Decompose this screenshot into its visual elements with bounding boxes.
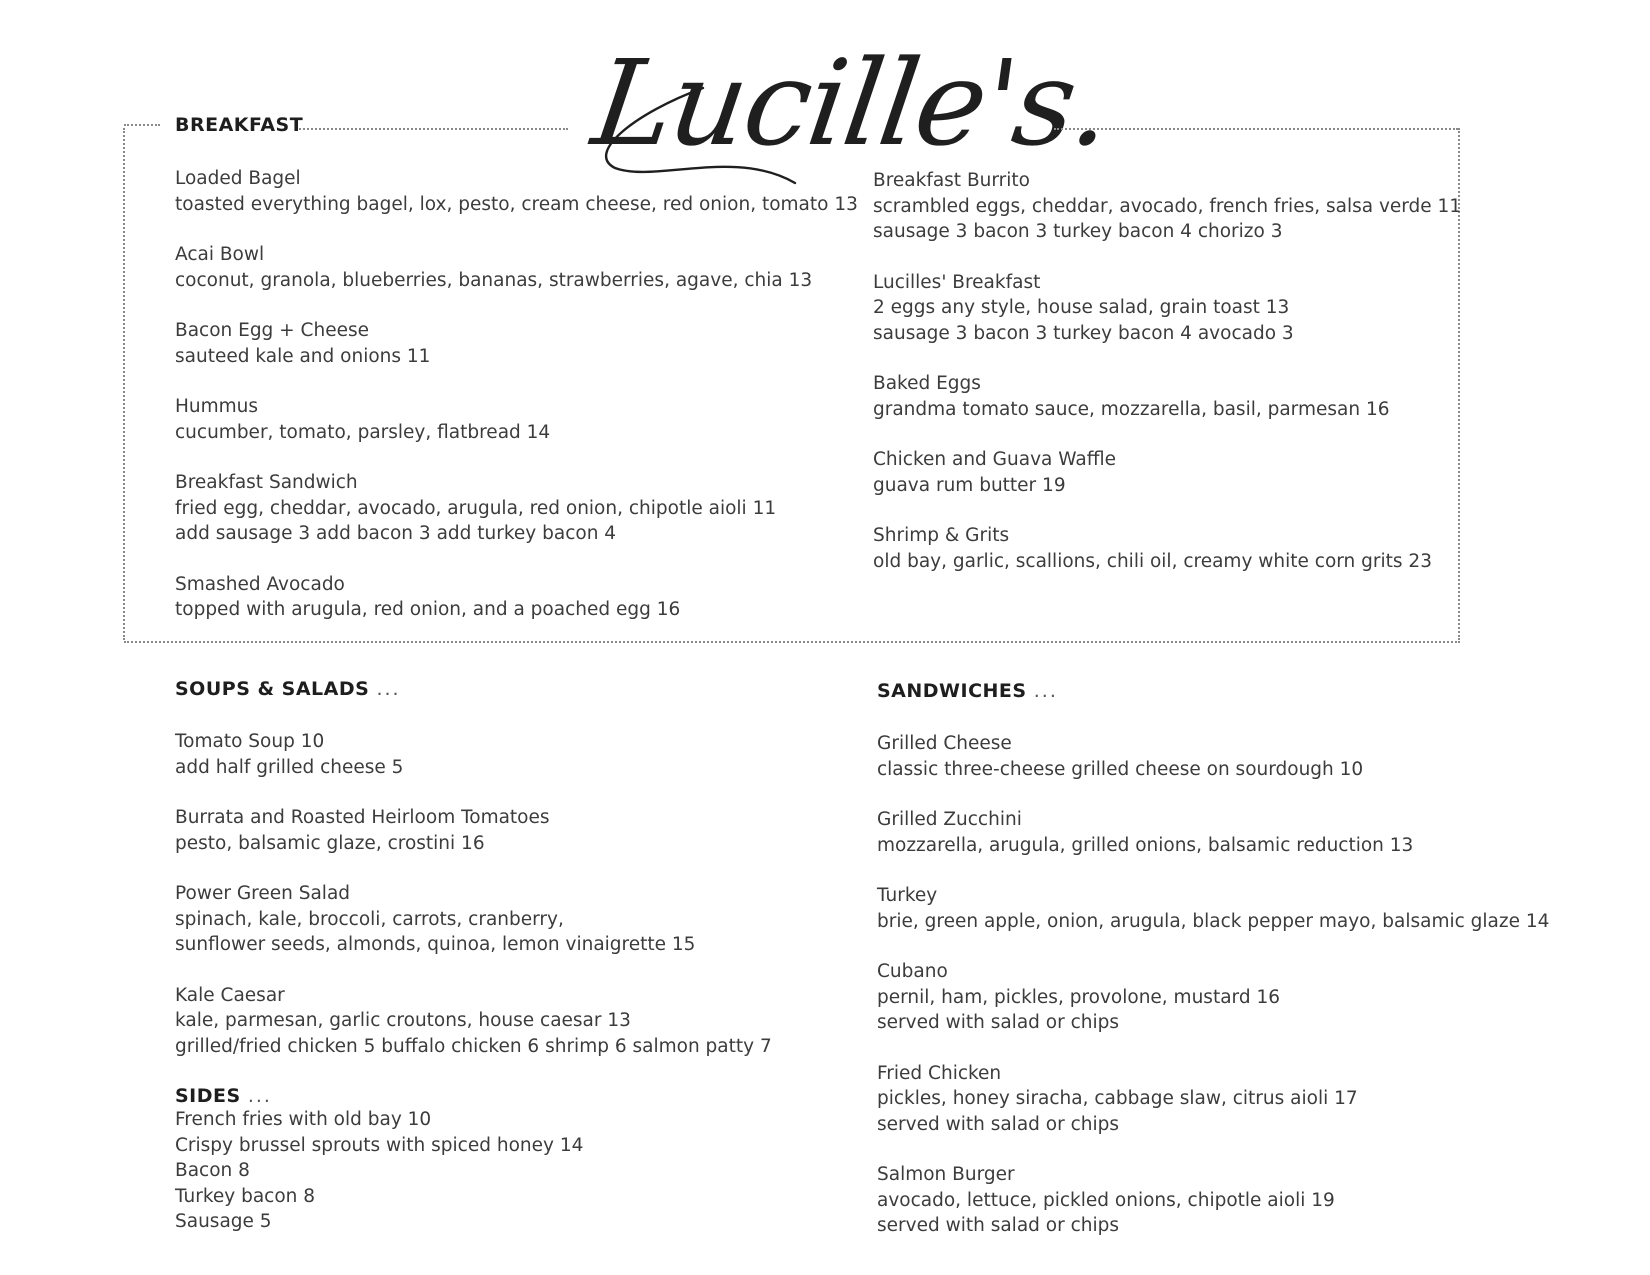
sandwiches-heading xyxy=(877,680,1058,702)
menu-item-description: served with salad or chips xyxy=(877,1113,1120,1135)
menu-item-description: sausage 3 bacon 3 turkey bacon 4 chorizo 3 xyxy=(873,221,1283,242)
menu-item-description: pesto, balsamic glaze, crostini 16 xyxy=(175,832,485,854)
menu-item-name: Turkey xyxy=(877,885,938,906)
menu-item-name: Grilled Cheese xyxy=(877,733,1012,754)
menu-item-description: scrambled eggs, cheddar, avocado, french fries, salsa verde 11 xyxy=(873,195,1462,217)
breakfast-right-column xyxy=(873,168,1462,599)
menu-item-name: Kale Caesar xyxy=(175,984,285,1006)
breakfast-heading: BREAKFAST xyxy=(175,114,304,136)
menu-item xyxy=(873,270,1453,347)
menu-item xyxy=(175,805,815,856)
logo-text: Lucille's. xyxy=(585,34,1119,172)
menu-item xyxy=(175,729,815,780)
menu-item-description: topped with arugula, red onion, and a poached egg 16 xyxy=(175,599,681,620)
breakfast-border-top-left xyxy=(124,124,160,126)
menu-item-name: Burrata and Roasted Heirloom Tomatoes xyxy=(175,807,550,828)
breakfast-border-top-right xyxy=(1054,128,1458,130)
menu-item-name: Cubano xyxy=(877,961,948,982)
menu-item xyxy=(175,318,815,369)
menu-item xyxy=(175,881,815,958)
menu-item-description: sauteed kale and onions 11 xyxy=(175,345,431,367)
menu-item-name: Baked Eggs xyxy=(873,373,981,394)
menu-item xyxy=(877,1162,1497,1239)
side-item: Turkey bacon 8 xyxy=(175,1185,316,1207)
sandwiches-dots: ... xyxy=(1033,680,1058,702)
menu-item-name: Tomato Soup 10 xyxy=(175,731,325,752)
menu-item-description: served with salad or chips xyxy=(877,1215,1120,1236)
side-item: Crispy brussel sprouts with spiced honey 14 xyxy=(175,1134,584,1156)
menu-item-description: add sausage 3 add bacon 3 add turkey bacon 4 xyxy=(175,523,617,544)
sandwiches-title: SANDWICHES xyxy=(877,680,1027,702)
menu-item-name: Power Green Salad xyxy=(175,883,351,904)
menu-item-description: kale, parmesan, garlic croutons, house caesar 13 xyxy=(175,1010,631,1031)
menu-item-description: grilled/fried chicken 5 buffalo chicken 6 shrimp 6 salmon patty 7 xyxy=(175,1035,772,1057)
menu-item-description: fried egg, cheddar, avocado, arugula, red onion, chipotle aioli 11 xyxy=(175,497,777,519)
menu-item-name: Shrimp & Grits xyxy=(873,525,1010,546)
menu-item xyxy=(877,731,1497,782)
menu-item-description: classic three-cheese grilled cheese on sourdough 10 xyxy=(877,758,1364,780)
menu-item-name: Smashed Avocado xyxy=(175,573,345,595)
menu-item xyxy=(175,572,815,623)
menu-item-name: Hummus xyxy=(175,396,259,417)
menu-item-name: Breakfast Sandwich xyxy=(175,472,358,493)
menu-item-description: pickles, honey siracha, cabbage slaw, citrus aioli 17 xyxy=(877,1088,1358,1109)
menu-item-description: 2 eggs any style, house salad, grain toast 13 xyxy=(873,297,1290,318)
menu-item xyxy=(175,242,815,293)
menu-item-description: sausage 3 bacon 3 turkey bacon 4 avocado 3 xyxy=(873,322,1294,344)
menu-item-name: Breakfast Burrito xyxy=(873,170,1030,191)
menu-item xyxy=(877,1061,1497,1138)
menu-item xyxy=(873,371,1453,422)
menu-item-description: grandma tomato sauce, mozzarella, basil, parmesan 16 xyxy=(873,398,1390,420)
menu-item-description: old bay, garlic, scallions, chili oil, creamy white corn grits 23 xyxy=(873,550,1432,572)
menu-item xyxy=(877,959,1497,1036)
menu-item xyxy=(873,447,1453,498)
side-item: Bacon 8 xyxy=(175,1160,250,1181)
menu-item-description: sunflower seeds, almonds, quinoa, lemon vinaigrette 15 xyxy=(175,934,696,955)
menu-item xyxy=(877,883,1550,934)
menu-item-name: Acai Bowl xyxy=(175,244,265,265)
sides-title: SIDES xyxy=(175,1085,241,1107)
menu-item-description: pernil, ham, pickles, provolone, mustard 16 xyxy=(877,986,1280,1008)
menu-item xyxy=(175,470,815,547)
menu-item xyxy=(873,523,1453,574)
menu-item-description: served with salad or chips xyxy=(877,1012,1120,1033)
menu-item xyxy=(175,166,858,217)
menu-item xyxy=(175,983,815,1060)
soups-salads-dots: ... xyxy=(376,678,401,700)
menu-item-description: brie, green apple, onion, arugula, black pepper mayo, balsamic glaze 14 xyxy=(877,910,1550,932)
soups-salads-column xyxy=(175,729,815,1084)
menu-item-description: avocado, lettuce, pickled onions, chipotle aioli 19 xyxy=(877,1189,1335,1211)
soups-salads-heading xyxy=(175,678,401,700)
menu-item-description: toasted everything bagel, lox, pesto, cream cheese, red onion, tomato 13 xyxy=(175,193,858,215)
side-item: Sausage 5 xyxy=(175,1211,272,1232)
sides-dots: ... xyxy=(247,1085,272,1107)
menu-item-description: cucumber, tomato, parsley, flatbread 14 xyxy=(175,421,551,443)
soups-salads-title: SOUPS & SALADS xyxy=(175,678,370,700)
menu-item-name: Grilled Zucchini xyxy=(877,809,1022,830)
menu-item-name: Loaded Bagel xyxy=(175,168,301,189)
breakfast-border-top-mid xyxy=(296,128,568,130)
menu-item-description: guava rum butter 19 xyxy=(873,474,1066,496)
menu-item-name: Salmon Burger xyxy=(877,1164,1015,1185)
sides-heading xyxy=(175,1085,272,1107)
side-item: French fries with old bay 10 xyxy=(175,1109,432,1130)
breakfast-left-column xyxy=(175,166,858,648)
menu-item-name: Bacon Egg + Cheese xyxy=(175,320,369,341)
menu-item xyxy=(873,168,1462,245)
sandwiches-column xyxy=(877,731,1550,1264)
menu-item xyxy=(175,394,815,445)
menu-item-name: Chicken and Guava Waffle xyxy=(873,449,1116,470)
breakfast-border-left xyxy=(123,128,125,640)
menu-item-description: coconut, granola, blueberries, bananas, strawberries, agave, chia 13 xyxy=(175,269,813,291)
sides-list xyxy=(175,1107,815,1235)
menu-item-name: Lucilles' Breakfast xyxy=(873,271,1041,293)
menu-item xyxy=(877,807,1497,858)
menu-item-description: add half grilled cheese 5 xyxy=(175,756,404,778)
menu-item-name: Fried Chicken xyxy=(877,1062,1002,1084)
menu-item-description: spinach, kale, broccoli, carrots, cranberry, xyxy=(175,908,564,930)
menu-item-description: mozzarella, arugula, grilled onions, balsamic reduction 13 xyxy=(877,834,1414,856)
